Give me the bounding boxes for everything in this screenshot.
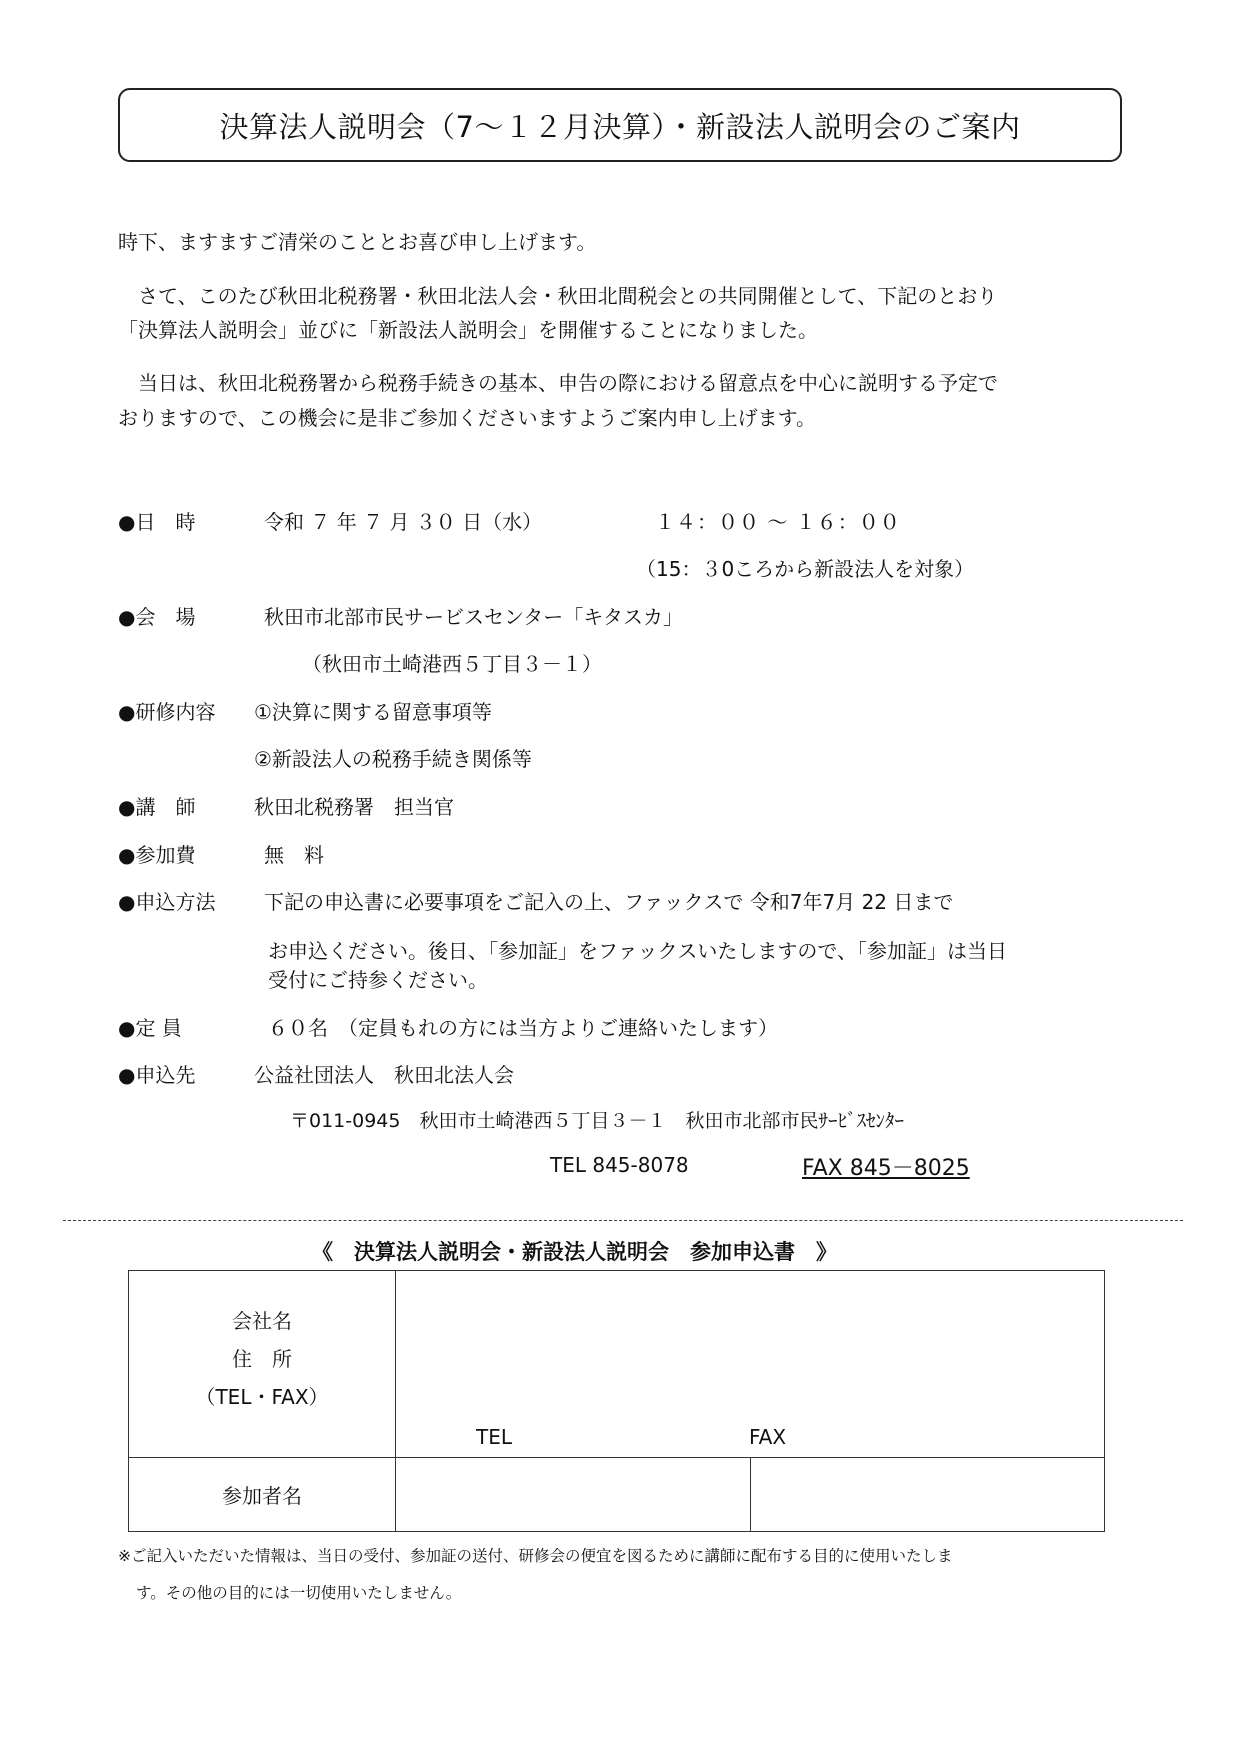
capacity-value: ６０名 （定員もれの方には当方よりご連絡いたします）: [268, 1016, 778, 1040]
datetime-label: ●日 時: [118, 510, 196, 534]
page-title: 決算法人説明会（7～１２月決算）・新設法人説明会のご案内: [219, 109, 1021, 144]
apply-line-1: 下記の申込書に必要事項をご記入の上、ファックスで 令和7年7月 22 日まで: [264, 890, 954, 914]
tel-fax-label: （TEL・FAX）: [195, 1385, 329, 1409]
venue-name: 秋田市北部市民サービスセンター「キタスカ」: [264, 605, 683, 629]
intro-paragraph-2-line-2: 「決算法人説明会」並びに「新設法人説明会」を開催することになりました。: [118, 318, 818, 342]
participant-label: 参加者名: [222, 1484, 302, 1508]
content-item-2: ②新設法人の税務手続き関係等: [254, 747, 532, 771]
contact-fax: FAX 845－8025: [802, 1156, 970, 1181]
fax-field-label: FAX: [749, 1425, 787, 1449]
event-time: １４：００ ～ １６：００: [655, 510, 901, 534]
event-date: 令和 ７ 年 ７ 月 ３０ 日（水）: [264, 510, 543, 534]
apply-label: ●申込方法: [118, 890, 216, 914]
content-label: ●研修内容: [118, 700, 216, 724]
form-title: 《 決算法人説明会・新設法人説明会 参加申込書 》: [312, 1240, 837, 1264]
privacy-note-line-1: ※ご記入いただいた情報は、当日の受付、参加証の送付、研修会の便宜を図るために講師に配布する目的に使用いたしま: [118, 1547, 953, 1565]
venue-label: ●会 場: [118, 605, 196, 629]
lecturer-label: ●講 師: [118, 795, 196, 819]
contact-address: 〒011-0945 秋田市土崎港西５丁目３－１ 秋田市北部市民ｻｰﾋﾞｽｾﾝﾀｰ: [290, 1110, 904, 1132]
contact-label: ●申込先: [118, 1063, 196, 1087]
capacity-label: ●定 員: [118, 1016, 182, 1040]
fee-label: ●参加費: [118, 843, 196, 867]
application-form: [128, 1270, 1105, 1532]
participant-input-cell-2[interactable]: [750, 1458, 1105, 1532]
cut-line: [63, 1220, 1183, 1221]
title-box: [118, 88, 1122, 162]
company-input-cell[interactable]: [396, 1271, 1105, 1458]
apply-line-3: 受付にご持参ください。: [268, 968, 488, 992]
privacy-note-line-2: す。その他の目的には一切使用いたしません。: [136, 1584, 462, 1602]
intro-paragraph-3-line-2: おりますので、この機会に是非ご参加くださいますようご案内申し上げます。: [118, 406, 816, 430]
intro-paragraph-3-line-1: 当日は、秋田北税務署から税務手続きの基本、申告の際における留意点を中心に説明する予定で: [138, 371, 998, 395]
tel-field-label: TEL: [476, 1425, 512, 1449]
fee-value: 無 料: [264, 843, 324, 867]
venue-address: （秋田市土崎港西５丁目３－１）: [302, 652, 602, 676]
contact-tel: TEL 845-8078: [550, 1153, 689, 1177]
apply-line-2: お申込ください。後日、「参加証」をファックスいたしますので、「参加証」は当日: [268, 939, 1007, 963]
company-name-label: 会社名: [232, 1309, 292, 1333]
company-label-cell: [129, 1271, 396, 1458]
content-item-1: ①決算に関する留意事項等: [254, 700, 492, 724]
contact-organization: 公益社団法人 秋田北法人会: [254, 1063, 514, 1087]
intro-greeting: 時下、ますますご清栄のこととお喜び申し上げます。: [118, 230, 597, 254]
participant-input-cell-1[interactable]: [396, 1458, 751, 1532]
event-time-note: （15：３0ころから新設法人を対象）: [636, 557, 975, 581]
lecturer-value: 秋田北税務署 担当官: [254, 795, 454, 819]
participant-label-cell: [129, 1458, 396, 1532]
intro-paragraph-2-line-1: さて、このたび秋田北税務署・秋田北法人会・秋田北間税会との共同開催として、下記のとおり: [138, 284, 998, 308]
address-label: 住 所: [232, 1347, 292, 1371]
